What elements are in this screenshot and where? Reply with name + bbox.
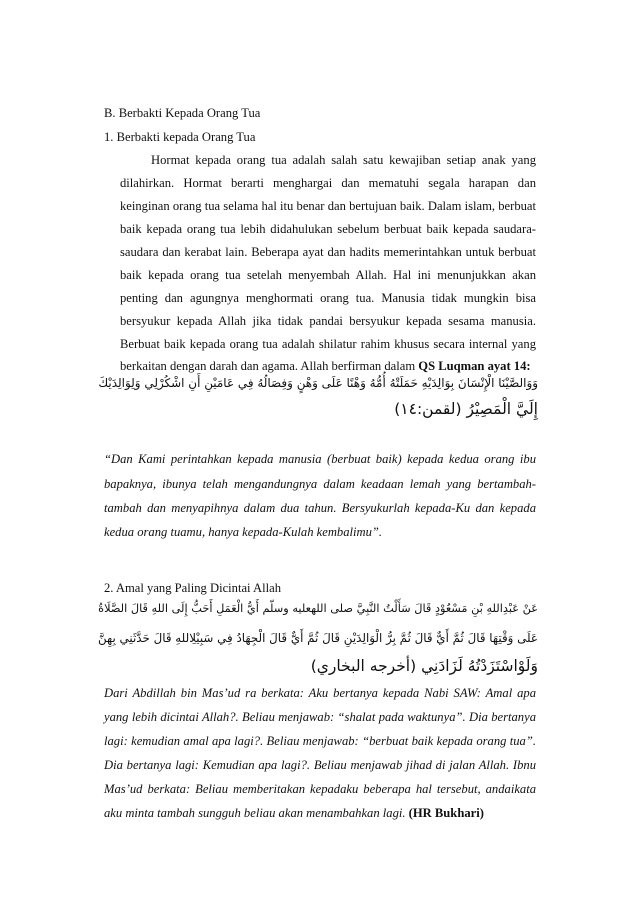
- paragraph-text: berkaitan dengan darah dan agama. Allah berfirman dalam: [120, 359, 419, 373]
- hadith-source: (HR Bukhari): [408, 806, 484, 820]
- translation-line: bapaknya, ibunya telah mengandungnya dalam keadaan lemah yang bertambah-: [104, 477, 536, 491]
- subsection-title-1: 1. Berbakti kepada Orang Tua: [104, 130, 256, 144]
- paragraph-line: Hormat kepada orang tua adalah salah satu kewajiban setiap anak yang: [151, 153, 536, 167]
- paragraph-line: baik kepada orang tua lebih didahulukan sebelum berbuat baik kepada saudara-: [120, 222, 536, 236]
- paragraph-line: bersyukur kepada Allah jika tidak pandai bersyukur kepada sesama manusia.: [120, 314, 536, 328]
- translation-line: Mas’ud berkata: Beliau memberitakan kepadaku beberapa hal tersebut, andaikata: [104, 782, 536, 796]
- arabic-hadith-line: عَنْ عَبْدِاللهِ بْنِ مَسْعُوْدٍ قَالَ سَأَلْتُ النَّبِيَّ صلى اللهعليه وسلّم أَيُّ الْعَمَلِ أَحَبُّ إِلَى اللهِ قَالَ الصَّلَاةُ: [98, 601, 538, 615]
- paragraph-line: saudara dan kerabat lain. Beberapa ayat dan hadits memerintahkan untuk berbuat: [120, 245, 536, 259]
- paragraph-line: dilahirkan. Hormat berarti menghargai dan mematuhi segala harapan dan: [120, 176, 536, 190]
- paragraph-line: baik kepada orang tua setelah menyembah Allah. Hal ini menunjukkan akan: [120, 268, 536, 282]
- paragraph-line: keinginan orang tua selama hal itu benar dan bertujuan baik. Dalam islam, berbuat: [120, 199, 536, 213]
- translation-line: lagi: kemudian amal apa lagi?. Beliau menjawab: “berbuat baik kepada orang tua”.: [104, 734, 536, 748]
- paragraph-line: penting dan agungnya menghormati orang tua. Manusia tidak mungkin bisa: [120, 291, 536, 305]
- paragraph-line: Berbuat baik kepada orang tua adalah shilatur rahim khusus secara internal yang: [120, 337, 536, 351]
- verse-reference: QS Luqman ayat 14:: [418, 359, 531, 373]
- translation-line: [104, 805, 484, 821]
- translation-line: Dia bertanya lagi: Kemudian apa lagi?. Beliau menjawab jihad di jalan Allah. Ibnu: [104, 758, 536, 772]
- arabic-hadith-line: وَلَوْاسْتَزَدْتُهُ لَزَادَنِي (أخرجه البخاري): [310, 657, 538, 675]
- arabic-verse-line: إِلَيَّ الْمَصِيْرُ (لقمن:١٤): [394, 400, 538, 418]
- subsection-title-2: 2. Amal yang Paling Dicintai Allah: [104, 581, 281, 595]
- section-heading: B. Berbakti Kepada Orang Tua: [104, 106, 261, 120]
- translation-line: kedua orang tuamu, hanya kepada-Kulah kembalimu”.: [104, 525, 383, 539]
- translation-line: “Dan Kami perintahkan kepada manusia (berbuat baik) kepada kedua orang ibu: [104, 452, 536, 466]
- translation-line: yang lebih dicintai Allah?. Beliau menjawab: “shalat pada waktunya”. Dia bertanya: [104, 710, 536, 724]
- translation-line: Dari Abdillah bin Mas’ud ra berkata: Aku bertanya kepada Nabi SAW: Amal apa: [104, 686, 536, 700]
- translation-line: tambah dan menyapihnya dalam dua tahun. Bersyukurlah kepada-Ku dan kepada: [104, 501, 536, 515]
- translation-text: aku minta tambah sungguh beliau akan menambahkan lagi.: [104, 806, 409, 820]
- arabic-hadith-line: عَلَى وَقْتِهَا قَالَ ثُمَّ أَيٌّ قَالَ ثُمَّ بِرُّ الْوَالِدَيْنِ قَالَ ثُمَّ أَيٌّ قَالَ الْجِهَادُ فِي سَبِيْلِاللهِ قَالَ حَدَّثَنِي بِهِنَّ: [97, 631, 538, 645]
- arabic-verse-line: وَوَالصَّيْنَا الْإِنْسَانَ بِوَالِدَيْهِ حَمَلَتْهُ أُمُّهُ وَهْنًا عَلَى وَهْنٍ وَفِصَالُهُ فِي عَامَيْنِ أَنِ اشْكُرْلِي وَلِوَالِدَيْكَ: [98, 376, 538, 390]
